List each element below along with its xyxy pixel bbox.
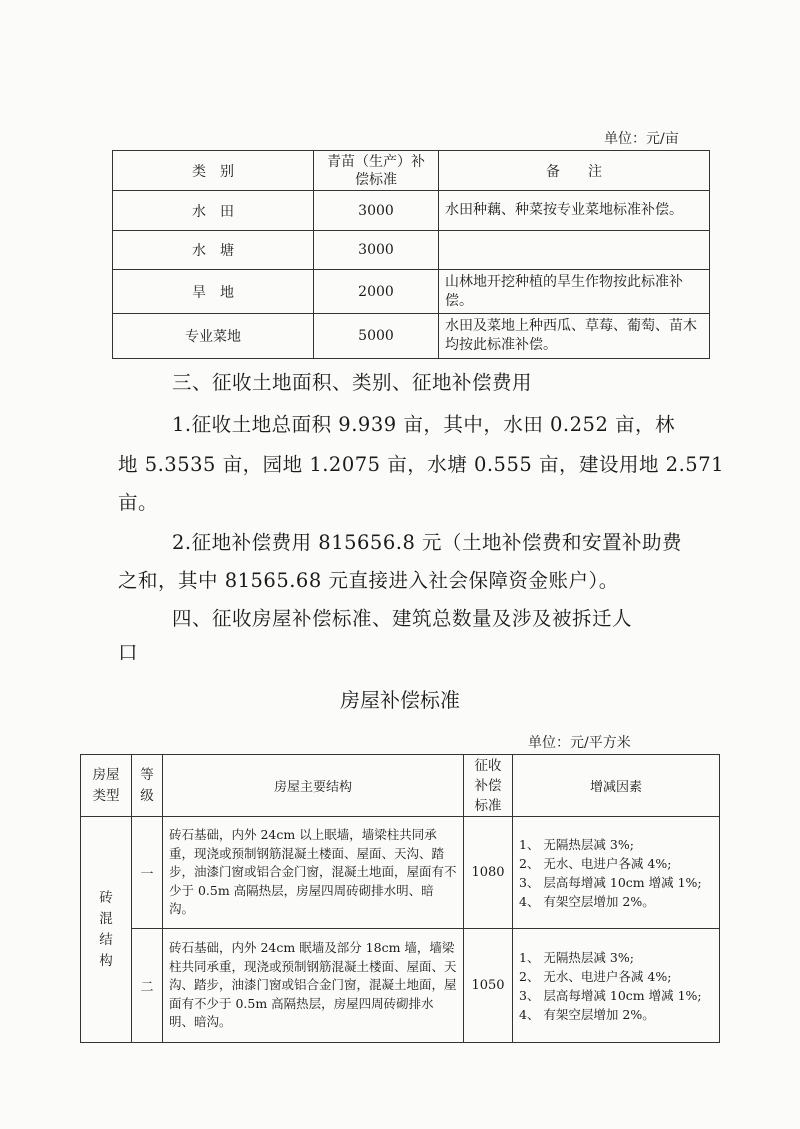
table-row <box>81 929 720 1043</box>
unit-label-sqm: 单位：元/平方米 <box>528 735 631 751</box>
factor-item: 4、 有架空层增加 2%。 <box>519 1006 655 1022</box>
row-category: 水 田 <box>113 191 314 231</box>
factor-item: 3、 层高每增减 10cm 增减 1%; <box>519 874 702 890</box>
row-value: 3000 <box>314 191 439 231</box>
grade-cell: 二 <box>132 929 163 1043</box>
header-standard: 征收补偿标准 <box>464 755 513 817</box>
grade-cell: 一 <box>132 817 163 929</box>
house-compensation-table <box>80 754 720 1043</box>
factor-item: 1、 无隔热层减 3%; <box>519 949 634 965</box>
standard-cell: 1080 <box>464 817 513 929</box>
structure-cell: 砖石基础，内外 24cm 以上眠墙，墙梁柱共同承重，现浇或预制钢筋混凝土楼面、屋面、天沟、踏步，油漆门窗或铝合金门窗，混凝土地面，屋面有不少于 0.5m 高隔热层，房屋四周砖砌排水明、暗沟。 <box>163 817 464 929</box>
factors-cell <box>513 929 720 1043</box>
seedling-compensation-table <box>112 150 710 359</box>
table-row <box>113 314 710 359</box>
row-category: 旱 地 <box>113 270 314 314</box>
row-note: 水田及菜地上种西瓜、草莓、葡萄、苗木均按此标准补偿。 <box>439 314 710 359</box>
section4-heading-line2: 口 <box>118 641 139 664</box>
standard-cell: 1050 <box>464 929 513 1043</box>
factor-item: 2、 无水、电进户各减 4%; <box>519 855 672 871</box>
table-row <box>113 270 710 314</box>
paragraph-land-area-line3: 亩。 <box>118 491 159 514</box>
header-note: 备 注 <box>439 151 710 191</box>
factor-item: 4、 有架空层增加 2%。 <box>519 893 655 909</box>
row-note <box>439 231 710 270</box>
row-value: 5000 <box>314 314 439 359</box>
header-grade: 等级 <box>132 755 163 817</box>
table-header-row <box>81 755 720 817</box>
factor-item: 3、 层高每增减 10cm 增减 1%; <box>519 987 702 1003</box>
table-row <box>81 817 720 929</box>
unit-label-acre: 单位：元/亩 <box>604 131 679 147</box>
header-standard: 青苗（生产）补偿标准 <box>314 151 439 191</box>
factor-item: 1、 无隔热层减 3%; <box>519 836 634 852</box>
table-row <box>113 191 710 231</box>
header-category: 类 别 <box>113 151 314 191</box>
header-factors: 增减因素 <box>513 755 720 817</box>
table-row <box>113 231 710 270</box>
house-type-cell: 砖混结构 <box>81 817 132 1043</box>
header-house-type: 房屋类型 <box>81 755 132 817</box>
paragraph-compensation-line2: 之和，其中 81565.68 元直接进入社会保障资金账户）。 <box>118 569 619 592</box>
paragraph-compensation-line1: 2.征地补偿费用 815656.8 元（土地补偿费和安置补助费 <box>172 531 683 554</box>
factors-cell <box>513 817 720 929</box>
header-structure: 房屋主要结构 <box>163 755 464 817</box>
section3-heading: 三、征收土地面积、类别、征地补偿费用 <box>172 371 533 394</box>
row-category: 水 塘 <box>113 231 314 270</box>
paragraph-land-area-line1: 1.征收土地总面积 9.939 亩，其中，水田 0.252 亩，林 <box>172 413 676 436</box>
table-header-row <box>113 151 710 191</box>
structure-cell: 砖石基础，内外 24cm 眠墙及部分 18cm 墙，墙梁柱共同承重，现浇或预制钢筋混凝土楼面、屋面、天沟、踏步，油漆门窗或铝合金门窗，混凝土地面，屋面有不少于 0.5m 高隔热层，房屋四周砖砌排水明、暗沟。 <box>163 929 464 1043</box>
row-note: 山林地开挖种植的旱生作物按此标准补偿。 <box>439 270 710 314</box>
row-note: 水田种藕、种菜按专业菜地标准补偿。 <box>439 191 710 231</box>
row-value: 3000 <box>314 231 439 270</box>
row-category: 专业菜地 <box>113 314 314 359</box>
paragraph-land-area-line2: 地 5.3535 亩，园地 1.2075 亩，水塘 0.555 亩，建设用地 2.571 <box>118 453 725 476</box>
house-table-title: 房屋补偿标准 <box>340 688 460 712</box>
section4-heading-line1: 四、征收房屋补偿标准、建筑总数量及涉及被拆迁人 <box>172 607 633 630</box>
row-value: 2000 <box>314 270 439 314</box>
factor-item: 2、 无水、电进户各减 4%; <box>519 968 672 984</box>
